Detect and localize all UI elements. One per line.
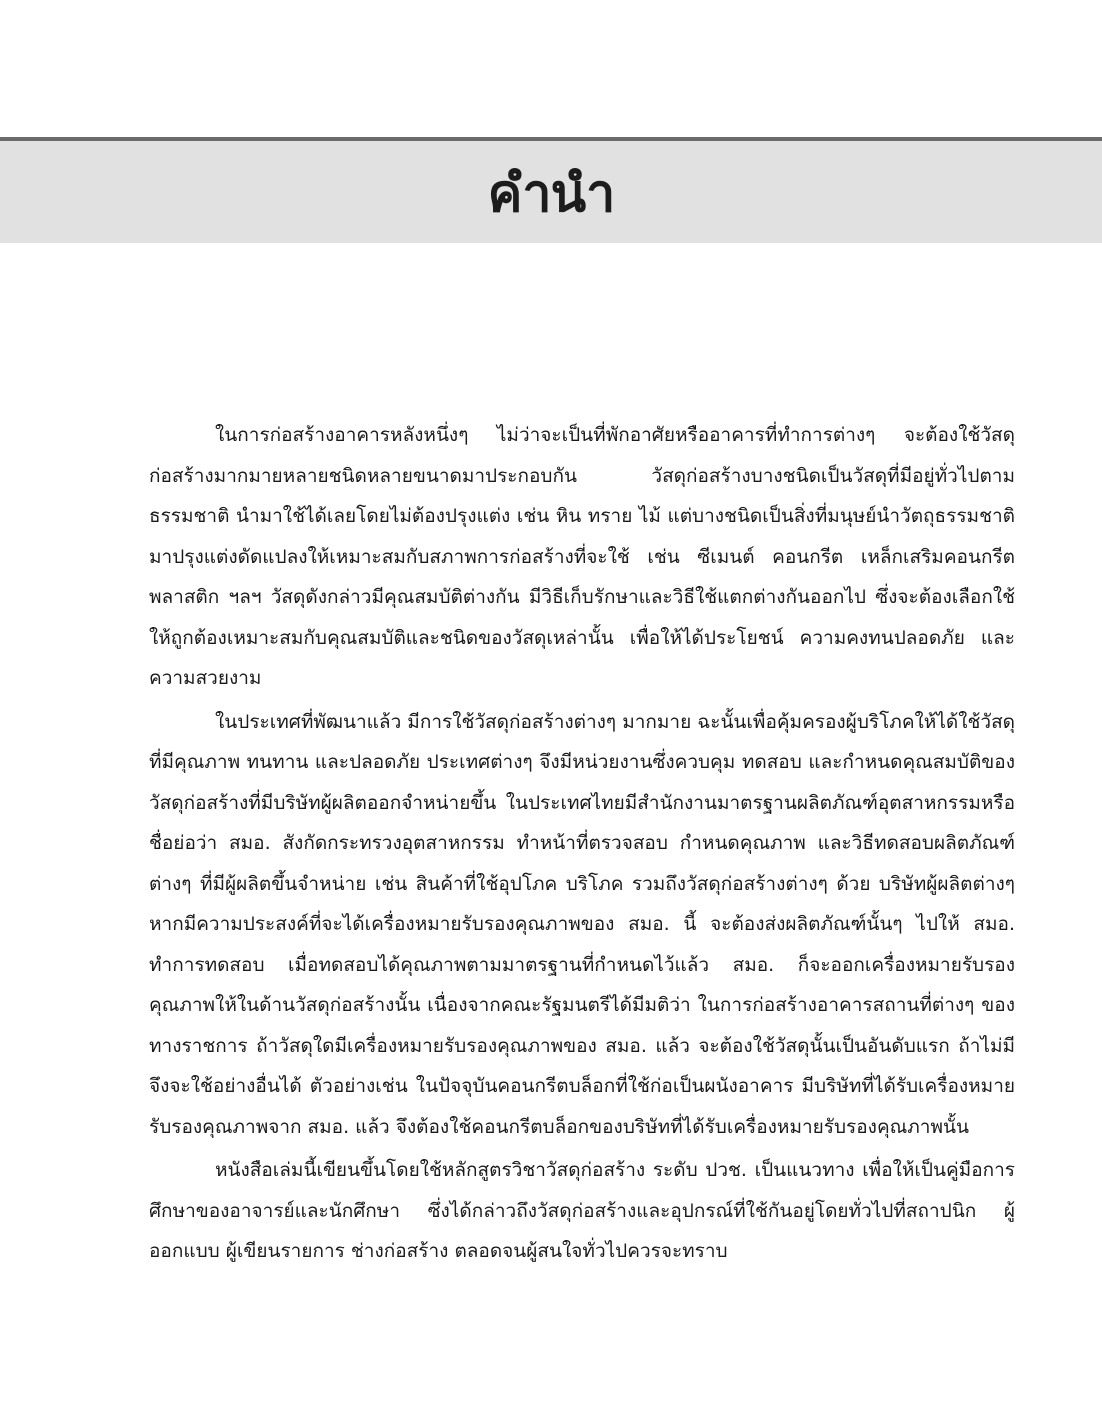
paragraph-3: หนังสือเล่มนี้เขียนขึ้นโดยใช้หลักสูตรวิชาวัสดุก่อสร้าง ระดับ ปวช. เป็นแนวทาง เพื่อให้เป็นคู่มือการศึกษาของอาจารย์และนักศึกษา ซึ่งได้กล่าวถึงวัสดุก่อสร้างและอุปกรณ์ที่ใช้กันอยู่โดยทั่วไปที่สถาปนิก ผู้ออกแบบ ผู้เขียนรายการ ช่างก่อสร้าง ตลอดจนผู้สนใจทั่วไปควรจะทราบ <box>149 1159 1015 1262</box>
paragraph-2: ในประเทศที่พัฒนาแล้ว มีการใช้วัสดุก่อสร้างต่างๆ มากมาย ฉะนั้นเพื่อคุ้มครองผู้บริโภคให้ได้ใช้วัสดุที่มีคุณภาพ ทนทาน และปลอดภัย ประเทศต่างๆ จึงมีหน่วยงานซึ่งควบคุม ทดสอบ และกำหนดคุณสมบัติของวัสดุก่อสร้างที่มีบริษัทผู้ผลิตออกจำหน่ายขึ้น ในประเทศไทยมีสำนักงานมาตรฐานผลิตภัณฑ์อุตสาหกรรมหรือชื่อย่อว่า สมอ. สังกัดกระทรวงอุตสาหกรรม ทำหน้าที่ตรวจสอบ กำหนดคุณภาพ และวิธีทดสอบผลิตภัณฑ์ต่างๆ ที่มีผู้ผลิตขึ้นจำหน่าย เช่น สินค้าที่ใช้อุปโภค บริโภค รวมถึงวัสดุก่อสร้างต่างๆ ด้วย บริษัทผู้ผลิตต่างๆ หากมีความประสงค์ที่จะได้เครื่องหมายรับรองคุณภาพของ สมอ. นี้ จะต้องส่งผลิตภัณฑ์นั้นๆ ไปให้ สมอ. ทำการทดสอบ เมื่อทดสอบได้คุณภาพตามมาตรฐานที่กำหนดไว้แล้ว สมอ. ก็จะออกเครื่องหมายรับรองคุณภาพให้ในด้านวัสดุก่อสร้างนั้น เนื่องจากคณะรัฐมนตรีได้มีมติว่า ในการก่อสร้างอาคารสถานที่ต่างๆ ของทางราชการ ถ้าวัสดุใดมีเครื่องหมายรับรองคุณภาพของ สมอ. แล้ว จะต้องใช้วัสดุนั้นเป็นอันดับแรก ถ้าไม่มีจึงจะใช้อย่างอื่นได้ ตัวอย่างเช่น ในปัจจุบันคอนกรีตบล็อกที่ใช้ก่อเป็นผนังอาคาร มีบริษัทที่ได้รับเครื่องหมายรับรองคุณภาพจาก สมอ. แล้ว จึงต้องใช้คอนกรีตบล็อกของบริษัทที่ได้รับเครื่องหมายรับรองคุณภาพนั้น <box>149 710 1015 1138</box>
body-text <box>149 415 1015 1275</box>
page-title: คำนำ <box>487 163 615 224</box>
paragraph-1: ในการก่อสร้างอาคารหลังหนึ่งๆ ไม่ว่าจะเป็นที่พักอาศัยหรืออาคารที่ทำการต่างๆ จะต้องใช้วัสดุก่อสร้างมากมายหลายชนิดหลายขนาดมาประกอบกัน วัสดุก่อสร้างบางชนิดเป็นวัสดุที่มีอยู่ทั่วไปตามธรรมชาติ นำมาใช้ได้เลยโดยไม่ต้องปรุงแต่ง เช่น หิน ทราย ไม้ แต่บางชนิดเป็นสิ่งที่มนุษย์นำวัตถุธรรมชาติมาปรุงแต่งดัดแปลงให้เหมาะสมกับสภาพการก่อสร้างที่จะใช้ เช่น ซีเมนต์ คอนกรีต เหล็กเสริมคอนกรีต พลาสติก ฯลฯ วัสดุดังกล่าวมีคุณสมบัติต่างกัน มีวิธีเก็บรักษาและวิธีใช้แตกต่างกันออกไป ซึ่งจะต้องเลือกใช้ให้ถูกต้องเหมาะสมกับคุณสมบัติและชนิดของวัสดุเหล่านั้น เพื่อให้ได้ประโยชน์ ความคงทนปลอดภัย และความสวยงาม <box>149 424 1015 689</box>
title-banner <box>0 137 1102 243</box>
